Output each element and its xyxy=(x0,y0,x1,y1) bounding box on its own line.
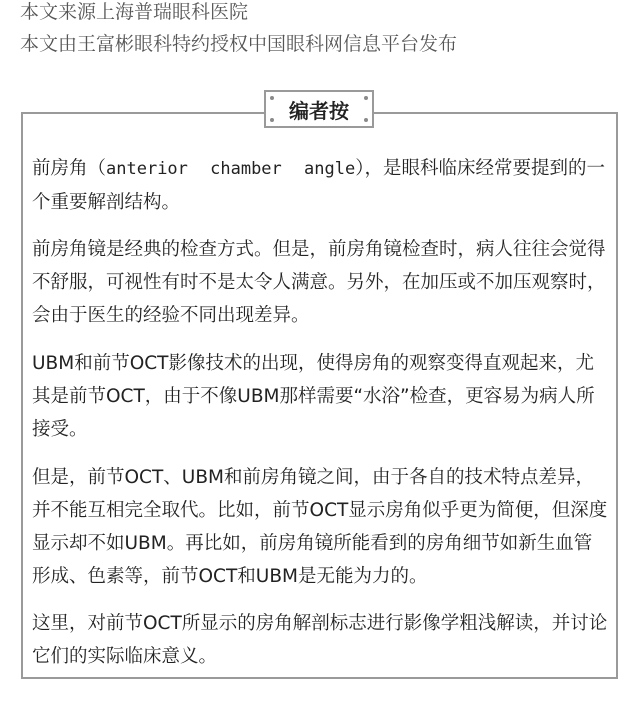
paragraph-1-lead: 前房角（ xyxy=(32,158,107,179)
source-line-authorization: 本文由王富彬眼科特约授权中国眼科网信息平台发布 xyxy=(20,33,458,55)
corner-dot-icon xyxy=(270,96,274,100)
corner-dot-icon xyxy=(364,118,368,122)
editor-note-title xyxy=(264,90,374,128)
editor-paragraph-3: UBM和前节OCT影像技术的出现，使得房角的观察变得直观起来，尤其是前节OCT，由于不像UBM那样需要“水浴”检查，更容易为病人所接受。 xyxy=(32,353,595,440)
source-line-hospital: 本文来源上海普瑞眼科医院 xyxy=(20,1,249,23)
paragraph-1-rest: ），是眼科临床经常要提到的一个重要解剖结构。 xyxy=(32,158,605,213)
editor-paragraph-1 xyxy=(32,152,610,219)
editor-paragraph-2: 前房角镜是经典的检查方式。但是，前房角镜检查时，病人往往会觉得不舒服，可视性有时不是太令人满意。另外，在加压或不加压观察时，会由于医生的经验不同出现差异。 xyxy=(32,239,606,326)
editor-paragraph-4: 但是，前节OCT、UBM和前房角镜之间，由于各自的技术特点差异，并不能互相完全取代。比如，前节OCT显示房角似乎更为简便，但深度显示却不如UBM。再比如，前房角镜所能看到的房角细节如新生血管形成、色素等，前节OCT和UBM是无能为力的。 xyxy=(32,467,608,587)
paragraph-1-english-term: anterior chamber angle xyxy=(106,159,356,179)
editor-paragraph-5: 这里，对前节OCT所显示的房角解剖标志进行影像学粗浅解读，并讨论它们的实际临床意义。 xyxy=(32,613,608,667)
editor-note-title-text: 编者按 xyxy=(289,98,349,123)
corner-dot-icon xyxy=(270,118,274,122)
corner-dot-icon xyxy=(364,96,368,100)
